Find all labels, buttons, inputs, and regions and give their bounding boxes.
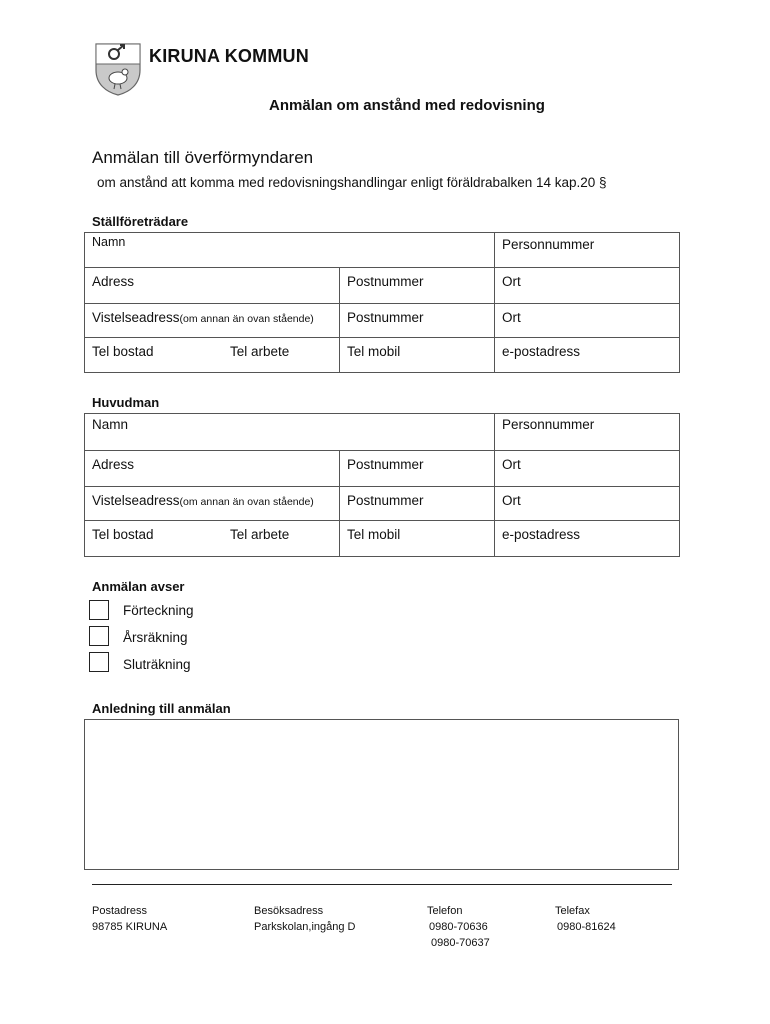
ort-field-2[interactable]: Ort — [495, 304, 680, 338]
section-heading-stallforetradare: Ställföreträdare — [92, 214, 189, 229]
footer-telefax: Telefax 0980-81624 — [555, 905, 616, 933]
footer-divider — [92, 884, 672, 885]
section-heading-anmalan-avser: Anmälan avser — [92, 579, 185, 594]
adress-field[interactable]: Adress — [85, 451, 340, 487]
section-heading-huvudman: Huvudman — [92, 395, 160, 410]
tel-mobil-field[interactable]: Tel mobil — [340, 521, 495, 557]
kiruna-coat-of-arms-icon — [94, 42, 142, 96]
subtitle: Anmälan till överförmyndaren — [92, 148, 314, 167]
ort-field[interactable]: Ort — [495, 451, 680, 487]
postnummer-field[interactable]: Postnummer — [340, 451, 495, 487]
huvudman-table — [84, 413, 680, 557]
adress-field[interactable]: Adress — [85, 268, 340, 304]
footer-postadress: Postadress 98785 KIRUNA — [92, 905, 168, 933]
tel-field[interactable]: Tel bostad Tel arbete — [85, 338, 340, 373]
subtitle-detail: om anstånd att komma med redovisningshandlingar enligt föräldrabalken 14 kap.20 § — [97, 175, 607, 190]
namn-field[interactable]: Namn — [85, 414, 495, 451]
org-name: KIRUNA KOMMUN — [149, 46, 309, 66]
checkbox-arsrakning[interactable] — [89, 626, 109, 646]
epost-field[interactable]: e-postadress — [495, 338, 680, 373]
postnummer-field-2[interactable]: Postnummer — [340, 487, 495, 521]
document-title: Anmälan om anstånd med redovisning — [269, 97, 545, 114]
option-label: Årsräkning — [123, 630, 188, 645]
stallforetradare-table — [84, 232, 680, 373]
ort-field[interactable]: Ort — [495, 268, 680, 304]
personnummer-field[interactable]: Personnummer — [495, 414, 680, 451]
epost-field[interactable]: e-postadress — [495, 521, 680, 557]
checkbox-slutrakning[interactable] — [89, 652, 109, 672]
vistelseadress-field[interactable]: Vistelseadress(om annan än ovan stående) — [85, 487, 340, 521]
postnummer-field-2[interactable]: Postnummer — [340, 304, 495, 338]
tel-mobil-field[interactable]: Tel mobil — [340, 338, 495, 373]
vistelseadress-field[interactable]: Vistelseadress(om annan än ovan stående) — [85, 304, 340, 338]
option-label: Sluträkning — [123, 657, 191, 672]
personnummer-field[interactable]: Personnummer — [495, 233, 680, 268]
option-label: Förteckning — [123, 603, 194, 618]
ort-field-2[interactable]: Ort — [495, 487, 680, 521]
anledning-textarea[interactable] — [84, 719, 679, 870]
tel-field[interactable]: Tel bostad Tel arbete — [85, 521, 340, 557]
footer-besoksadress: Besöksadress Parkskolan,ingång D — [254, 905, 356, 933]
section-heading-anledning: Anledning till anmälan — [92, 701, 231, 716]
postnummer-field[interactable]: Postnummer — [340, 268, 495, 304]
checkbox-forteckning[interactable] — [89, 600, 109, 620]
footer-telefon: Telefon 0980-70636 0980-70637 — [427, 905, 490, 949]
namn-field[interactable]: Namn — [85, 233, 495, 268]
